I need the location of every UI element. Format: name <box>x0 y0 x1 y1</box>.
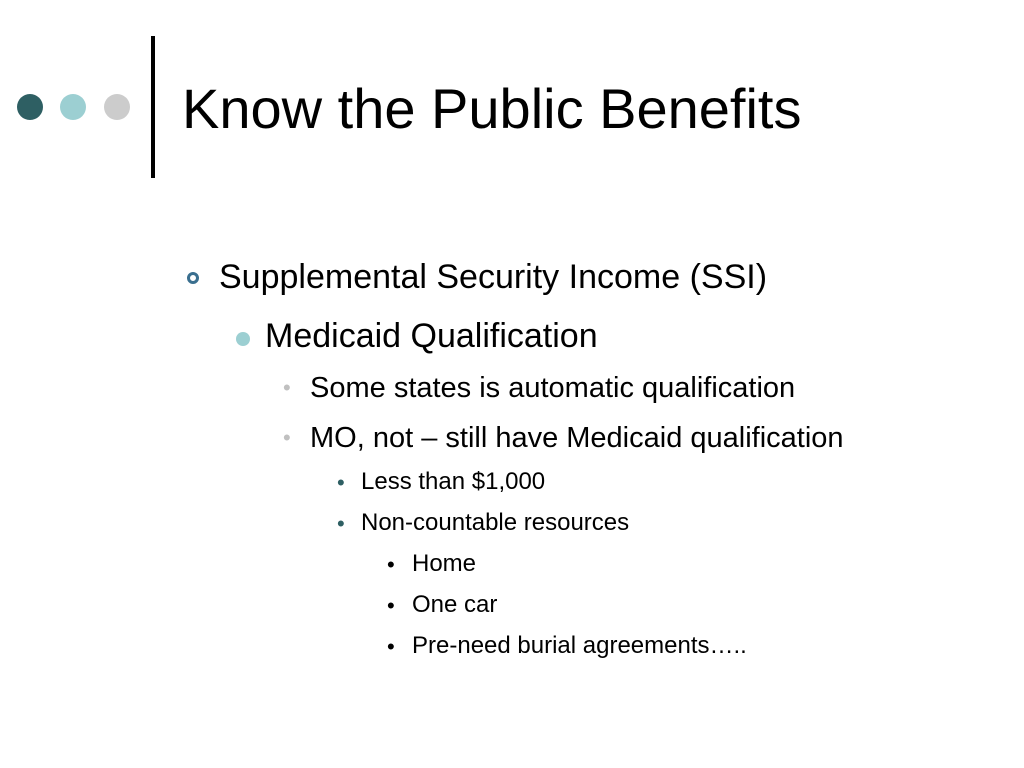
small-bullet-icon: • <box>283 425 291 450</box>
small-bullet-icon: • <box>387 552 395 577</box>
bullet-item: Supplemental Security Income (SSI) <box>219 258 768 296</box>
slide-title: Know the Public Benefits <box>182 77 802 140</box>
small-bullet-icon: • <box>337 470 345 495</box>
bullet-item: Pre-need burial agreements….. <box>412 632 747 659</box>
small-bullet-icon: • <box>387 593 395 618</box>
bullet-item: Medicaid Qualification <box>265 317 598 355</box>
small-bullet-icon: • <box>283 375 291 400</box>
small-bullet-icon: • <box>387 634 395 659</box>
bullet-item: One car <box>412 591 498 618</box>
bullet-item: Non-countable resources <box>361 509 630 536</box>
bullet-item: MO, not – still have Medicaid qualification <box>310 422 844 454</box>
bullet-item: Home <box>412 550 477 577</box>
small-bullet-icon: • <box>337 511 345 536</box>
bullet-item: Some states is automatic qualification <box>310 372 796 404</box>
ring-bullet-icon <box>187 272 199 284</box>
disc-bullet-icon <box>236 332 250 346</box>
bullet-item: Less than $1,000 <box>361 468 546 495</box>
